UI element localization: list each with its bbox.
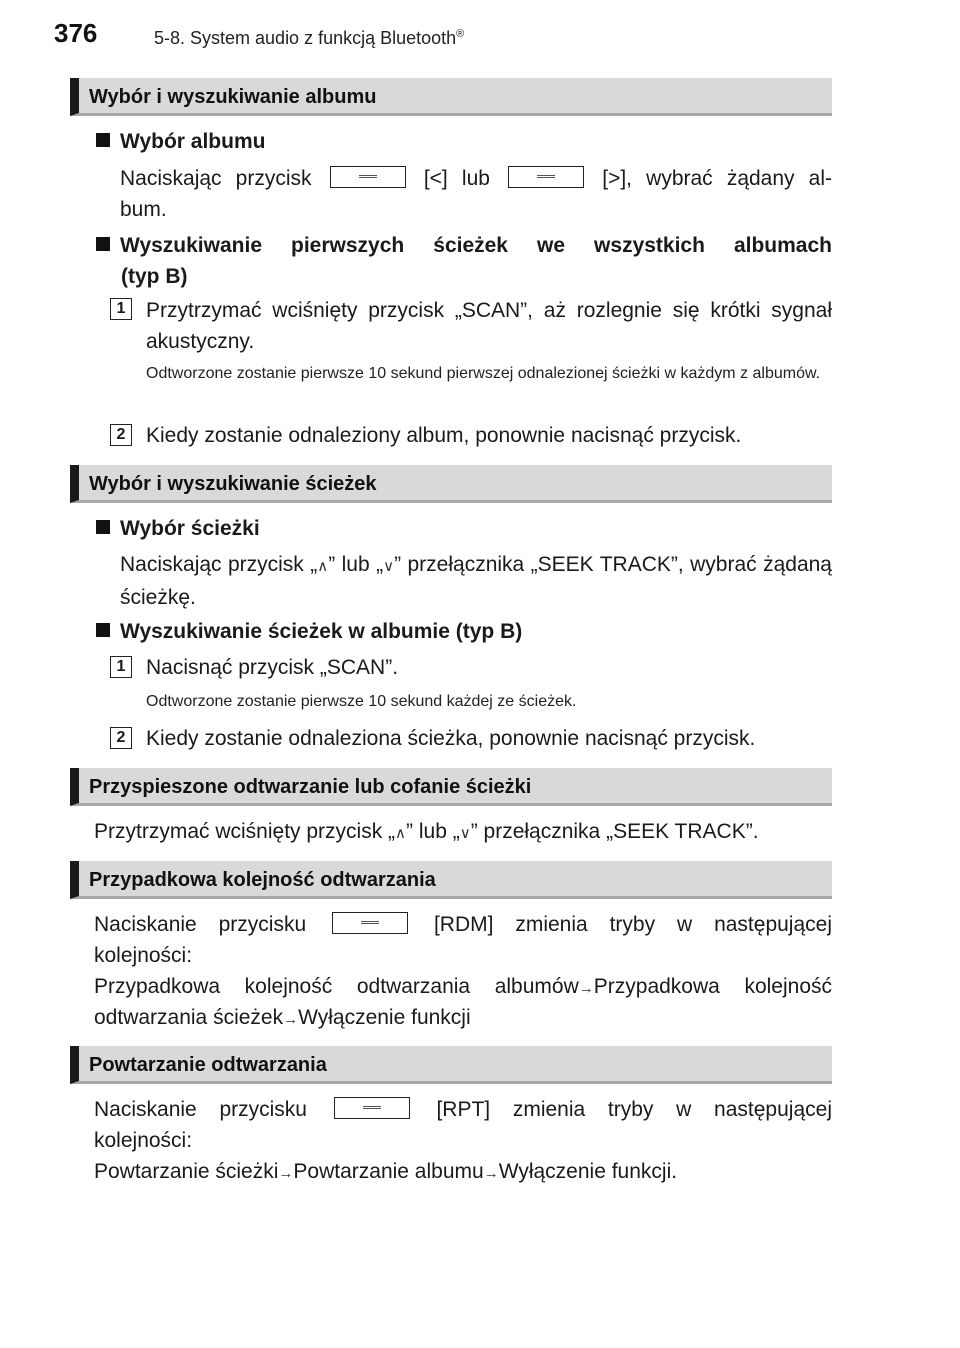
chevron-up-icon: ∧ — [317, 558, 329, 575]
bullet-square-icon — [96, 133, 110, 147]
subheading-album-select — [96, 126, 832, 157]
repeat-text-line3 — [94, 1156, 832, 1189]
step-number: 1 — [110, 656, 132, 678]
album-step2-text: Kiedy zostanie odnaleziony album, ponownie nacisnąć przycisk. — [146, 424, 742, 447]
text-fragment: [>], wybrać żądany al- — [602, 167, 833, 190]
text-fragment: Wyłączenie funkcji — [298, 1006, 471, 1029]
step-number: 1 — [110, 298, 132, 320]
section-heading-repeat — [70, 1046, 832, 1084]
section-heading-text: Wybór i wyszukiwanie albumu — [89, 86, 377, 108]
section-heading-text: Powtarzanie odtwarzania — [89, 1054, 327, 1076]
section-heading-text: Przyspieszone odtwarzanie lub cofanie ścieżki — [89, 776, 532, 798]
text-fragment: [<] lub — [423, 167, 490, 190]
album-select-text-line2: bum. — [120, 198, 167, 221]
page-number: 376 — [54, 18, 98, 48]
bullet-square-icon — [96, 623, 110, 637]
text-fragment: Przypadkowa kolejność odtwarzania albumów — [94, 975, 579, 998]
subheading-text: Wyszukiwanie pierwszych ścieżek we wszystkich albumach — [120, 234, 832, 257]
random-text-line2: kolejności: — [94, 944, 193, 967]
album-step1-note: Odtworzone zostanie pierwsze 10 sekund pierwszej odnalezionej ścieżki w każdym z albumów. — [146, 365, 821, 382]
chapter-title — [154, 28, 754, 49]
section-heading-random — [70, 861, 832, 899]
arrow-right-icon: → — [483, 1165, 499, 1182]
text-fragment: Powtarzanie ścieżki — [94, 1160, 279, 1183]
text-fragment: Wyłączenie funkcji. — [498, 1160, 678, 1183]
subheading-album-scan-line2: (typ B) — [121, 265, 188, 288]
text-fragment: Naciskając przycisk — [120, 167, 312, 190]
album-select-text-line1 — [120, 163, 832, 194]
arrow-right-icon: → — [578, 980, 594, 997]
registered-mark: ® — [456, 28, 465, 40]
repeat-text-line2: kolejności: — [94, 1129, 193, 1152]
folder-up-button-icon — [508, 166, 584, 188]
chevron-up-icon: ∧ — [395, 825, 407, 842]
chevron-down-icon: ∨ — [459, 825, 471, 842]
subheading-text: Wyszukiwanie ścieżek w albumie (typ B) — [120, 620, 523, 643]
text-fragment: Przypadkowa kolejność — [593, 975, 832, 998]
album-step1-text: Przytrzymać wciśnięty przycisk „SCAN”, aż rozlegnie się krótki sygnał akustyczny. — [146, 299, 832, 353]
track-step1-note: Odtworzone zostanie pierwsze 10 sekund każdej ze ścieżek. — [146, 693, 577, 710]
subheading-text: Wybór ścieżki — [120, 517, 260, 540]
bullet-square-icon — [96, 237, 110, 251]
section-heading-track — [70, 465, 832, 503]
text-fragment: Naciskanie przycisku — [94, 913, 307, 936]
bullet-square-icon — [96, 520, 110, 534]
track-step1-text: Nacisnąć przycisk „SCAN”. — [146, 656, 399, 679]
subheading-track-select — [96, 513, 832, 544]
chevron-down-icon: ∨ — [383, 558, 395, 575]
folder-down-button-icon — [330, 166, 406, 188]
repeat-text-line1 — [94, 1094, 832, 1125]
text-fragment: Naciskanie przycisku — [94, 1098, 307, 1121]
step-number: 2 — [110, 727, 132, 749]
random-text-line1 — [94, 909, 832, 940]
text-fragment: [RPT] zmienia tryby w następującej — [436, 1098, 832, 1121]
text-fragment: Powtarzanie albumu — [293, 1160, 484, 1183]
section-heading-text: Przypadkowa kolejność odtwarzania — [89, 869, 436, 891]
text-fragment: ” przełącznika „SEEK TRACK”, wybrać żądaną ścieżkę. — [120, 553, 832, 609]
rdm-button-icon — [332, 912, 408, 934]
rpt-button-icon — [334, 1097, 410, 1119]
chapter-title-text: 5-8. System audio z funkcją Bluetooth — [154, 28, 457, 48]
section-heading-text: Wybór i wyszukiwanie ścieżek — [89, 473, 377, 495]
arrow-right-icon: → — [278, 1165, 294, 1182]
text-fragment: ” lub „ — [406, 820, 460, 843]
section-heading-ffrew — [70, 768, 832, 806]
track-step2-text: Kiedy zostanie odnaleziona ścieżka, ponownie nacisnąć przycisk. — [146, 727, 756, 750]
text-fragment: [RDM] zmienia tryby w następującej — [433, 913, 832, 936]
text-fragment: ” przełącznika „SEEK TRACK”. — [470, 820, 759, 843]
random-text-line3 — [94, 971, 832, 1004]
ffrew-text — [94, 816, 854, 849]
subheading-track-scan — [96, 616, 832, 647]
random-text-line4 — [94, 1002, 832, 1035]
subheading-text: Wybór albumu — [120, 130, 266, 153]
text-fragment: odtwarzania ścieżek — [94, 1006, 284, 1029]
step-number: 2 — [110, 424, 132, 446]
text-fragment: Przytrzymać wciśnięty przycisk „ — [94, 820, 396, 843]
section-heading-album — [70, 78, 832, 116]
arrow-right-icon: → — [283, 1011, 299, 1028]
text-fragment: ” lub „ — [328, 553, 384, 576]
subheading-album-scan — [96, 230, 832, 261]
text-fragment: Naciskając przycisk „ — [120, 553, 318, 576]
track-select-text — [120, 549, 832, 613]
